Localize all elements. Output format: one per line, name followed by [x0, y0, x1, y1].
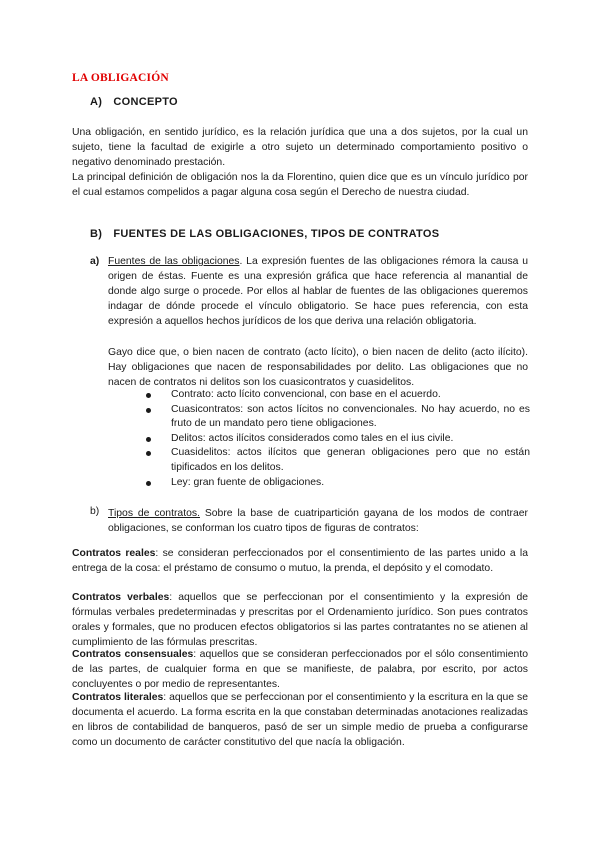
concept-paragraph-2: La principal definición de obligación nos la da Florentino, quien dice que es un vínculo jurídico por el cual estamos compelidos a pagar alguna cosa según el Derecho de nuestra ciudad.	[72, 172, 528, 198]
list-item: Contrato: acto lícito convencional, con base en el acuerdo.	[146, 388, 530, 403]
bullet-icon	[146, 481, 151, 486]
section-a-label: A)	[90, 96, 103, 108]
fuentes-paragraph	[108, 254, 528, 329]
contratos-verbales-term: Contratos verbales	[72, 592, 170, 603]
concept-paragraph-1: Una obligación, en sentido jurídico, es la relación jurídica que una a dos sujetos, por la cual un sujeto, tiene la facultad de exigirle a otro sujeto un determinado comportamiento positivo o negativo denominado prestación.	[72, 127, 528, 168]
contratos-consensuales-term: Contratos consensuales	[72, 649, 194, 660]
fuentes-text: . La expresión fuentes de las obligaciones rémora la causa u origen de éstas. Fuente es una expresión gráfica que hace referencia al manantial de donde algo surge o procede. Por ellos al hablar de fuentes de las obligaciones queremos indagar de dónde procede el vínculo obligatorio. Se hace pues referencia, con esta expresión a aquellos hechos jurídicos de los que deriva una relación obligatoria.	[108, 256, 528, 327]
list-item: Delitos: actos ilícitos considerados como tales en el ius civile.	[146, 432, 530, 447]
fuentes-term: Fuentes de las obligaciones	[108, 256, 240, 267]
contratos-literales-term: Contratos literales	[72, 692, 164, 703]
contratos-reales-term: Contratos reales	[72, 548, 156, 559]
document-title: LA OBLIGACIÓN	[72, 72, 169, 84]
section-b-heading	[90, 228, 439, 240]
tipos-term: Tipos de contratos.	[108, 508, 200, 519]
item-b-label: b)	[90, 506, 100, 517]
contratos-verbales-paragraph: Contratos verbales: aquellos que se perfeccionan por el consentimiento y la expresión de fórmulas verbales predeterminadas y prescritas por el Ordenamiento jurídico. Son pues contratos orales y formales, que no producen efectos obligatorios si las partes contratantes no se atienen al cumplimiento de las fórmulas prescritas.	[72, 592, 528, 648]
contratos-reales-paragraph: Contratos reales: se consideran perfeccionados por el consentimiento de las partes unido a la entrega de la cosa: el préstamo de consumo o mutuo, la prenda, el depósito y el comodato.	[72, 548, 529, 574]
section-b-label: B)	[90, 228, 103, 240]
tipos-text: Sobre la base de cuatripartición gayana de los modos de contraer obligaciones, se conforman los cuatro tipos de figuras de contratos:	[108, 508, 528, 534]
section-b-title: FUENTES DE LAS OBLIGACIONES, TIPOS DE CONTRATOS	[113, 228, 440, 240]
bullet-icon	[146, 437, 151, 442]
list-item: Cuasicontratos: son actos lícitos no convencionales. No hay acuerdo, no es fruto de un mandato pero tiene obligaciones.	[146, 403, 530, 432]
bullet-icon	[146, 393, 151, 398]
list-item: Ley: gran fuente de obligaciones.	[146, 476, 530, 491]
tipos-paragraph	[108, 506, 528, 536]
bullet-icon	[146, 451, 151, 456]
contratos-literales-paragraph: Contratos literales: aquellos que se perfeccionan por el consentimiento y la escritura en la que se documenta el acuerdo. La forma escrita en la que constaban determinadas anotaciones realizadas en libros de contabilidad de banqueros, pasó de ser un simple medio de prueba a configurarse como un documento de carácter constitutivo del que nacía la obligación.	[72, 692, 529, 748]
fuentes-bullet-list	[146, 388, 530, 490]
contratos-consensuales-paragraph: Contratos consensuales: aquellos que se consideran perfeccionados por el sólo consentimiento de las partes, de cualquier forma en que se manifieste, de palabra, por escrito, por actos concluyentes o por medio de representantes.	[72, 649, 528, 690]
item-a-label: a)	[90, 256, 100, 267]
section-a-heading	[90, 96, 178, 108]
section-a-title: CONCEPTO	[113, 96, 178, 108]
gayo-paragraph: Gayo dice que, o bien nacen de contrato (acto lícito), o bien nacen de delito (acto ilícito). Hay obligaciones que nacen de responsabilidades por delito. Las obligaciones que no nacen de contratos ni delitos son los cuasicontratos y cuasidelitos.	[108, 347, 528, 388]
list-item: Cuasidelitos: actos ilícitos que generan obligaciones pero que no están tipificados en los delitos.	[146, 446, 530, 475]
bullet-icon	[146, 408, 151, 413]
